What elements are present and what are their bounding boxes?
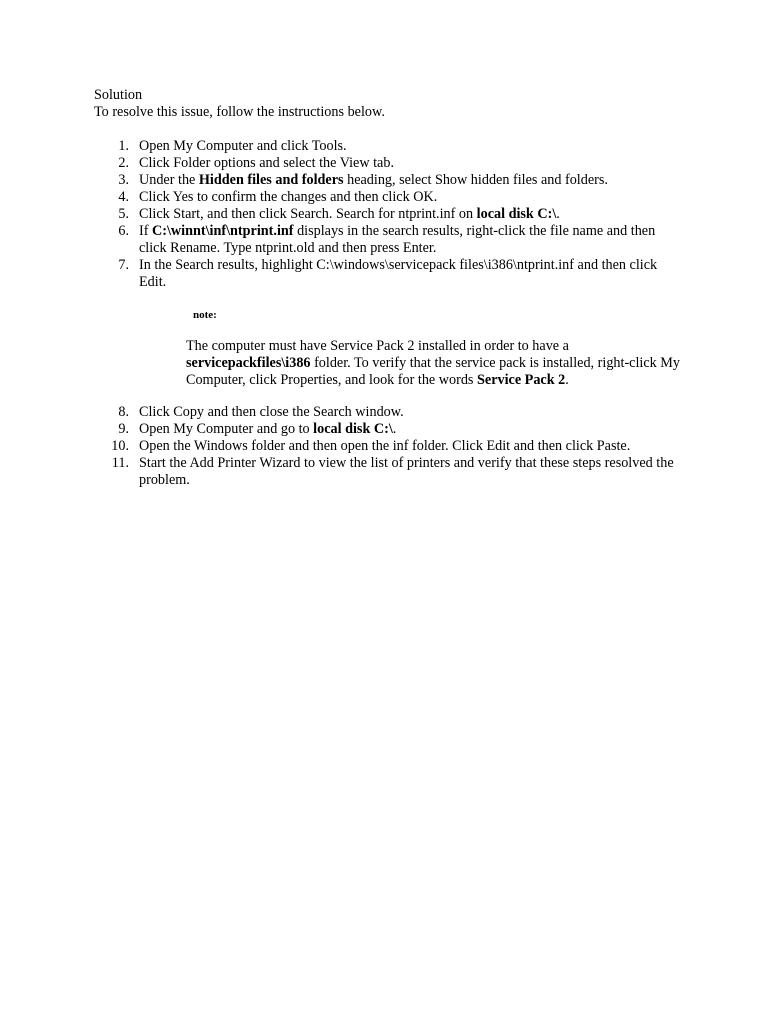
- bold-text: Service Pack 2: [477, 372, 566, 388]
- list-item: [0, 206, 675, 223]
- bold-text: C:\winnt\inf\ntprint.inf: [152, 223, 294, 239]
- text-segment: Click Yes to confirm the changes and then click OK.: [139, 189, 438, 205]
- step-number: 5.: [118, 206, 129, 222]
- list-item: [0, 172, 675, 189]
- text-segment: Click Start, and then click Search. Search for ntprint.inf on: [139, 206, 477, 222]
- text-segment: Open the Windows folder and then open the inf folder. Click Edit and then click Paste.: [139, 438, 631, 454]
- text-segment: folder. To verify that the service pack is installed, right-click My Computer, click Properties, and look for the words: [186, 355, 680, 388]
- step-number: 4.: [118, 189, 129, 205]
- step-number: 3.: [118, 172, 129, 188]
- text-segment: The computer must have Service Pack 2 installed in order to have a: [186, 338, 569, 354]
- step-number: 1.: [118, 138, 129, 154]
- list-item: [0, 155, 675, 172]
- note-label: note:: [193, 309, 217, 321]
- list-item: [0, 438, 675, 455]
- instruction-list-part1: [0, 138, 768, 291]
- text-segment: .: [565, 372, 569, 388]
- list-item: [0, 189, 675, 206]
- bold-text: local disk C:\: [476, 206, 557, 222]
- solution-heading: Solution: [94, 87, 143, 103]
- step-number: 10.: [111, 438, 129, 454]
- list-item: [0, 404, 675, 421]
- step-number: 7.: [118, 257, 129, 273]
- bold-text: servicepackfiles\i386: [186, 355, 311, 371]
- text-segment: displays in the search results, right-click the file name and then click Rename. Type ntprint.old and then press Enter.: [139, 223, 656, 256]
- text-segment: Open My Computer and go to: [139, 421, 314, 437]
- list-item: [0, 138, 675, 155]
- text-segment: If: [139, 223, 152, 239]
- step-number: 9.: [118, 421, 129, 437]
- text-segment: Start the Add Printer Wizard to view the list of printers and verify that these steps resolved the problem.: [139, 455, 674, 488]
- text-segment: In the Search results, highlight C:\windows\servicepack files\i386\ntprint.inf and then click Edit.: [139, 257, 658, 290]
- bold-text: local disk C:\: [313, 421, 393, 437]
- list-item: [0, 257, 675, 291]
- intro-paragraph: To resolve this issue, follow the instructions below.: [94, 104, 385, 120]
- text-segment: Click Copy and then close the Search window.: [139, 404, 404, 420]
- bold-text: Hidden files and folders: [198, 172, 344, 188]
- text-segment: .: [556, 206, 560, 222]
- text-segment: .: [392, 421, 397, 437]
- text-segment: Open My Computer and click Tools.: [139, 138, 347, 154]
- step-number: 8.: [118, 404, 129, 420]
- text-segment: Click Folder options and select the View tab.: [139, 155, 394, 171]
- step-number: 6.: [118, 223, 129, 239]
- list-item: [0, 223, 675, 257]
- list-item: [0, 421, 675, 438]
- text-segment: Under the: [139, 172, 199, 188]
- step-number: 2.: [118, 155, 129, 171]
- instruction-list-part2: [0, 404, 768, 489]
- list-item: [0, 455, 675, 489]
- note-body: [186, 338, 686, 389]
- step-number: 11.: [111, 455, 129, 471]
- text-segment: heading, select Show hidden files and folders.: [343, 172, 608, 188]
